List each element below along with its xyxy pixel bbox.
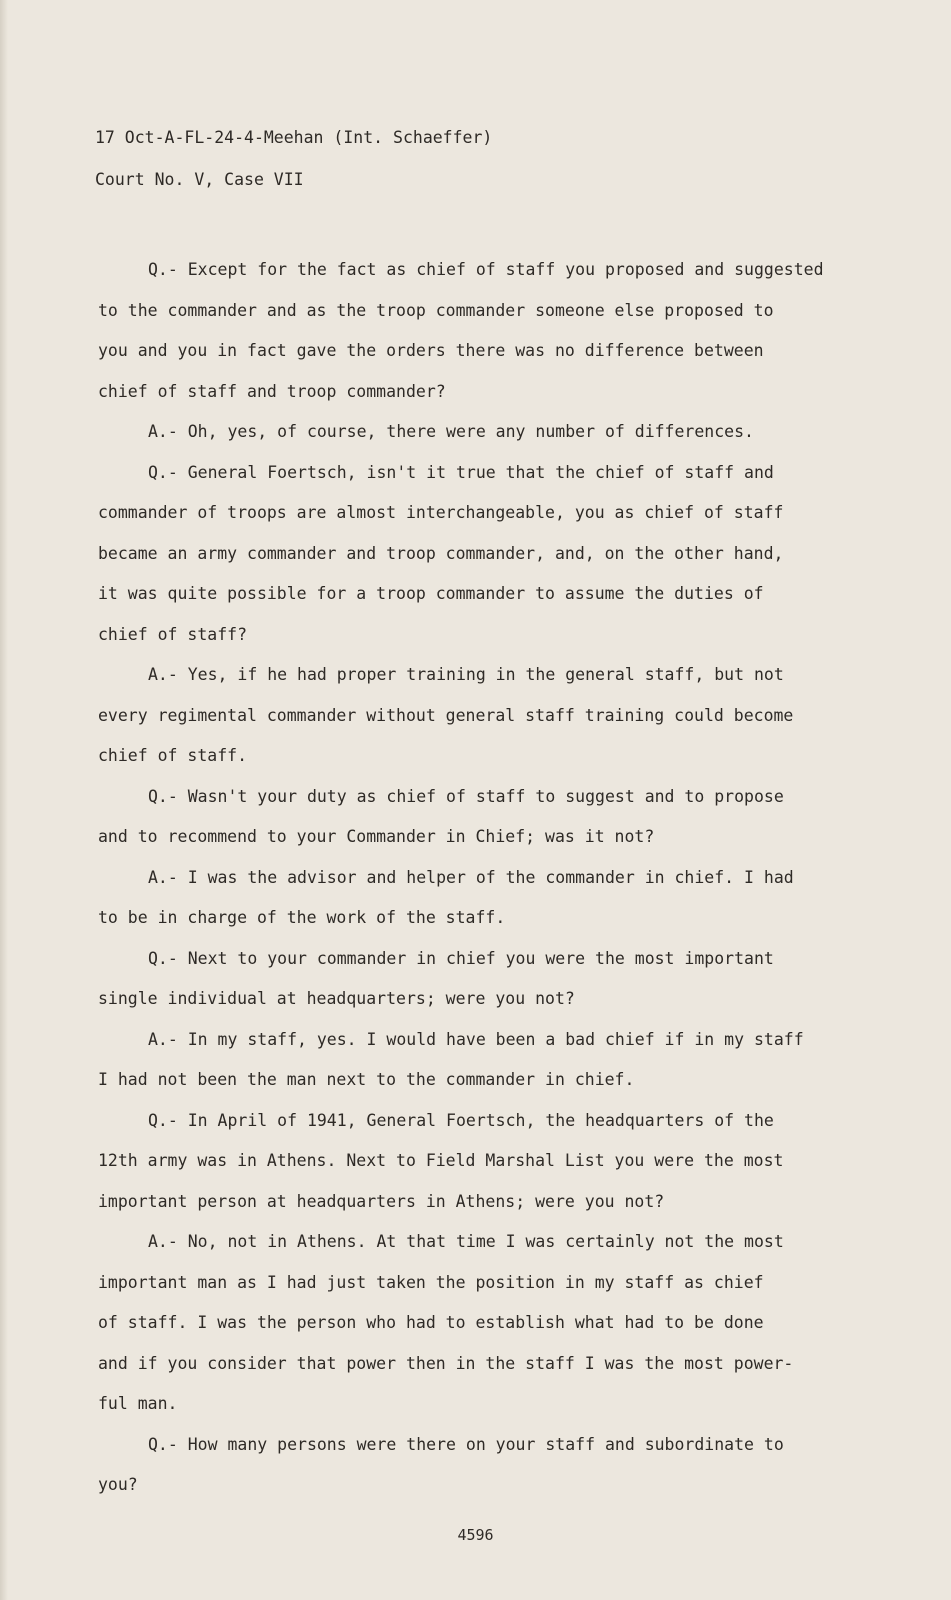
question-paragraph — [98, 1425, 858, 1506]
text-line: to the commander and as the troop commander someone else proposed to — [98, 300, 774, 320]
text-line: important person at headquarters in Athens; were you not? — [98, 1191, 665, 1211]
answer-paragraph — [98, 655, 858, 777]
question-paragraph — [98, 777, 858, 858]
text-line: commander of troops are almost interchangeable, you as chief of staff — [98, 503, 784, 522]
text-line: single individual at headquarters; were you not? — [98, 989, 575, 1008]
text-line: A.- No, not in Athens. At that time I was certainly not the most — [148, 1232, 784, 1251]
answer-paragraph — [98, 412, 858, 453]
answer-paragraph — [98, 1020, 858, 1101]
text-line: chief of staff and troop commander? — [98, 381, 446, 401]
text-line: you? — [98, 1475, 138, 1494]
question-paragraph — [98, 453, 858, 656]
text-line: it was quite possible for a troop commander to assume the duties of — [98, 584, 764, 603]
text-line: important man as I had just taken the position in my staff as chief — [98, 1272, 764, 1292]
text-line: 12th army was in Athens. Next to Field Marshal List you were the most — [98, 1151, 784, 1170]
text-line: I had not been the man next to the commander in chief. — [98, 1070, 635, 1089]
page-number: 4596 — [457, 1526, 494, 1544]
question-paragraph — [98, 1101, 858, 1223]
text-line: you and you in fact gave the orders there was no difference between — [98, 341, 764, 360]
text-line: ful man. — [98, 1394, 178, 1413]
text-line: and if you consider that power then in the staff I was the most power- — [98, 1353, 794, 1373]
page-edge — [0, 0, 8, 1600]
text-line: and to recommend to your Commander in Chief; was it not? — [98, 827, 655, 846]
text-line: A.- Oh, yes, of course, there were any number of differences. — [148, 422, 754, 441]
text-line: Q.- Wasn't your duty as chief of staff to suggest and to propose — [148, 786, 784, 806]
text-line: Q.- In April of 1941, General Foertsch, the headquarters of the — [148, 1110, 774, 1130]
text-line: Q.- How many persons were there on your staff and subordinate to — [148, 1434, 784, 1454]
text-line: Q.- Next to your commander in chief you were the most important — [148, 948, 774, 968]
text-line: A.- I was the advisor and helper of the commander in chief. I had — [148, 867, 794, 887]
text-line: chief of staff. — [98, 746, 248, 765]
header-reference: 17 Oct-A-FL-24-4-Meehan (Int. Schaeffer) — [95, 128, 493, 147]
question-paragraph — [98, 939, 858, 1020]
answer-paragraph — [98, 858, 858, 939]
text-line: Q.- General Foertsch, isn't it true that the chief of staff and — [148, 462, 774, 482]
header-court: Court No. V, Case VII — [95, 170, 304, 189]
answer-paragraph — [98, 1222, 858, 1425]
text-line: of staff. I was the person who had to establish what had to be done — [98, 1313, 764, 1332]
transcript-body — [98, 250, 858, 1506]
document-header — [95, 117, 492, 201]
text-line: chief of staff? — [98, 624, 248, 644]
text-line: became an army commander and troop commander, and, on the other hand, — [98, 543, 784, 563]
question-paragraph — [98, 250, 858, 412]
text-line: A.- Yes, if he had proper training in the general staff, but not — [148, 665, 784, 684]
text-line: to be in charge of the work of the staff. — [98, 908, 506, 927]
text-line: A.- In my staff, yes. I would have been a bad chief if in my staff — [148, 1029, 804, 1049]
text-line: Q.- Except for the fact as chief of staff you proposed and suggested — [148, 260, 824, 279]
text-line: every regimental commander without general staff training could become — [98, 705, 794, 725]
